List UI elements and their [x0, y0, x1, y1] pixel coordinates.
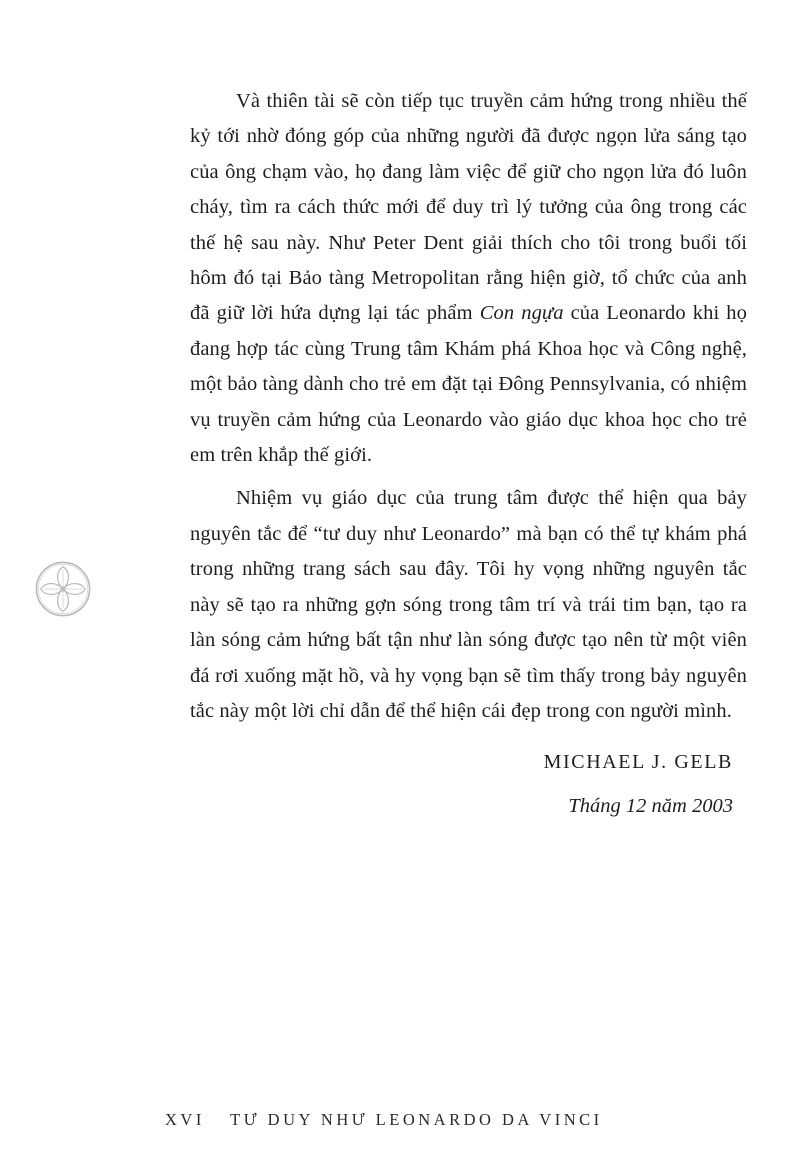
running-title: TƯ DUY NHƯ LEONARDO DA VINCI — [230, 1110, 603, 1129]
page-footer — [165, 1110, 603, 1130]
rosette-ornament-icon — [34, 560, 92, 618]
body-text — [190, 84, 747, 823]
author-signature: MICHAEL J. GELB — [543, 751, 733, 774]
paragraph-2: Nhiệm vụ giáo dục của trung tâm được thể hiện qua bảy nguyên tắc để “tư duy như Leonardo” mà bạn có thể tự khám phá trong những trang sách sau đây. Tôi hy vọng những nguyên tắc này sẽ tạo ra những gợn sóng trong tâm trí và trái tim bạn, tạo ra làn sóng cảm hứng bất tận như làn sóng được tạo nên từ một viên đá rơi xuống mặt hồ, và hy vọng bạn sẽ tìm thấy trong bảy nguyên tắc này một lời chỉ dẫn để thể hiện cái đẹp trong con người mình. — [190, 487, 747, 722]
paragraph-1 — [190, 84, 747, 473]
page-number: XVI — [165, 1110, 205, 1129]
work-title-italic: Con ngựa — [479, 302, 564, 325]
paragraph-1-text: Và thiên tài sẽ còn tiếp tục truyền cảm hứng trong nhiều thế kỷ tới nhờ đóng góp của những người đã được ngọn lửa sáng tạo của ông chạm vào, họ đang làm việc để giữ cho ngọn lửa đó luôn cháy, tìm ra cách thức mới để duy trì lý tưởng của ông trong các thế hệ sau này. Như Peter Dent giải thích cho tôi trong buổi tối hôm đó tại Bảo tàng Metropolitan rằng hiện giờ, tổ chức của anh đã giữ lời hứa dựng lại tác phẩm — [190, 90, 747, 325]
paragraph-1-text-cont: của Leonardo khi họ đang hợp tác cùng Trung tâm Khám phá Khoa học và Công nghệ, một bảo tàng dành cho trẻ em đặt tại Đông Pennsylvania, có nhiệm vụ truyền cảm hứng của Leonardo vào giáo dục khoa học cho trẻ em trên khắp thế giới. — [190, 302, 747, 467]
date-line: Tháng 12 năm 2003 — [568, 795, 733, 818]
